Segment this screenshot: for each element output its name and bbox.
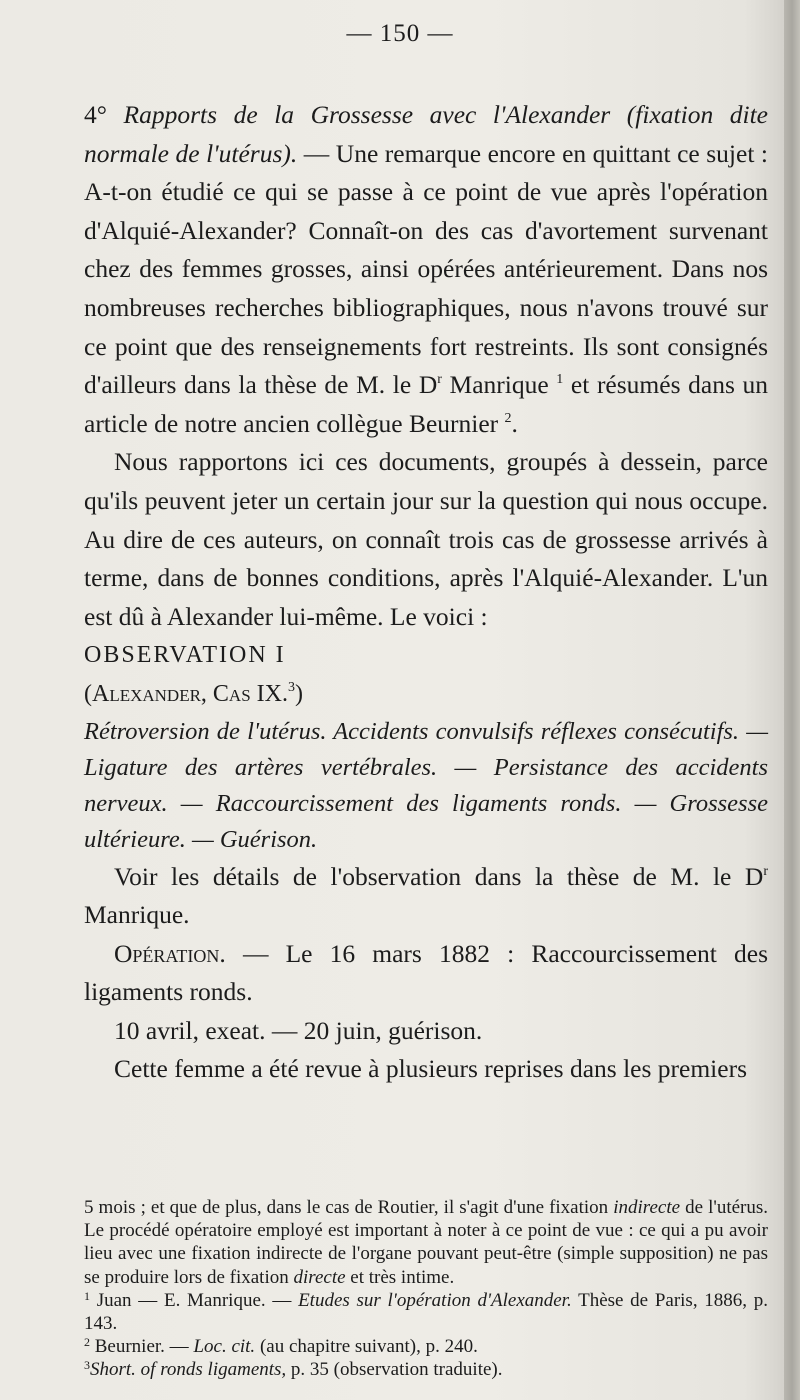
observation-line-3: 10 avril, exeat. — 20 juin, guérison. (114, 1015, 483, 1045)
section-4-paragraph (84, 96, 768, 443)
footnote-1-number: 1 (84, 1288, 90, 1303)
footnote-2-b: (au chapitre suivant), p. 240. (255, 1336, 478, 1358)
footnote-2 (84, 1335, 768, 1358)
footnote-3 (84, 1358, 768, 1381)
observation-source (84, 675, 768, 714)
section-body-4: . (511, 408, 518, 438)
observation-source-text: (Alexander, Cas IX. (84, 680, 288, 707)
observation-summary: Rétroversion de l'utérus. Accidents convulsifs réflexes consécutifs. — Ligature des artères vertébrales. — Persistance des accidents nerveux. — Raccourcissement des ligaments ronds. — Grossesse ultérieure. — Guérison. (84, 717, 768, 853)
observation-source-close: ) (295, 680, 303, 707)
section-body-2: Manrique (441, 370, 557, 400)
paragraph-2: Nous rapportons ici ces documents, groupés à dessein, parce qu'ils peuvent jeter un certain jour sur la question qui nous occupe. Au dire de ces auteurs, on connaît trois cas de grossesse arrivés à terme, dans de bonnes conditions, après l'Alquié-Alexander. L'un est dû à Alexander lui-même. Le voici : (84, 447, 768, 631)
footnote-1-b: Thèse de Paris, 1886, p. 143. (84, 1289, 768, 1335)
operation-text: — Le 16 mars 1882 : Raccourcissement des ligaments ronds. (84, 938, 768, 1007)
footnote-2-a: Beurnier. — (90, 1336, 194, 1358)
footnote-2-title: Loc. cit. (193, 1336, 256, 1358)
footnote-continuation-c: et très intime. (345, 1266, 455, 1288)
operation-line (84, 935, 768, 1012)
footnote-3-title: Short. of ronds ligaments, (90, 1359, 287, 1381)
footnote-continuation (84, 1196, 768, 1289)
footnote-ref-1: 1 (556, 372, 564, 388)
doctor-abbrev-sup-2: r (763, 863, 768, 879)
footnote-1-a: Juan — E. Manrique. — (90, 1289, 299, 1311)
main-text (84, 96, 768, 1089)
footnote-3-b: p. 35 (observation traduite). (286, 1359, 503, 1381)
footnotes (84, 1196, 768, 1382)
page-binding-edge (784, 0, 800, 1400)
section-body-3: et résumés dans un article de notre ancien collègue Beurnier (84, 370, 768, 438)
observation-line-1 (84, 858, 768, 935)
observation-heading: OBSERVATION I (84, 642, 286, 669)
observation-line-1a: Voir les détails de l'observation dans la thèse de M. le D (114, 861, 764, 891)
footnote-1 (84, 1289, 768, 1335)
section-body-1: — Une remarque encore en quittant ce sujet : A-t-on étudié ce qui se passe à ce point de vue après l'opération d'Alquié-Alexander? Connaît-on des cas d'avortement survenant chez des femmes grosses, ainsi opérées antérieurement. Dans nos nombreuses recherches bibliographiques, nous n'avons trouvé sur ce point que des renseignements fort restreints. Ils sont consignés d'ailleurs dans la thèse de M. le D (84, 138, 769, 400)
footnote-2-number: 2 (84, 1335, 90, 1350)
footnote-continuation-italic-1: indirecte (613, 1197, 681, 1218)
footnote-continuation-b: de l'utérus. Le procédé opératoire employé est important à noter à ce point de vue : ce qui a pu avoir lieu avec une fixation indirecte de l'organe pouvant peut-être (simple supposition) ne pas se produire lors de fixation (84, 1197, 769, 1288)
footnote-continuation-italic-2: directe (293, 1266, 346, 1288)
footnote-1-title: Etudes sur l'opération d'Alexander. (298, 1289, 572, 1311)
observation-line-1b: Manrique. (84, 900, 190, 930)
footnote-ref-3: 3 (288, 679, 295, 695)
section-number: 4° (84, 100, 107, 129)
observation-line-4: Cette femme a été revue à plusieurs reprises dans les premiers (114, 1054, 748, 1084)
footnote-3-number: 3 (84, 1358, 90, 1373)
section-title: Rapports de la Grossesse avec l'Alexander (fixation dite normale de l'utérus). (84, 100, 768, 168)
footnote-continuation-a: 5 mois ; et que de plus, dans le cas de Routier, il s'agit d'une fixation (84, 1197, 614, 1218)
operation-label: Opération. (114, 938, 226, 968)
page-number: — 150 — (346, 20, 454, 47)
footnote-ref-2: 2 (504, 410, 512, 426)
doctor-abbrev-sup: r (437, 372, 442, 388)
